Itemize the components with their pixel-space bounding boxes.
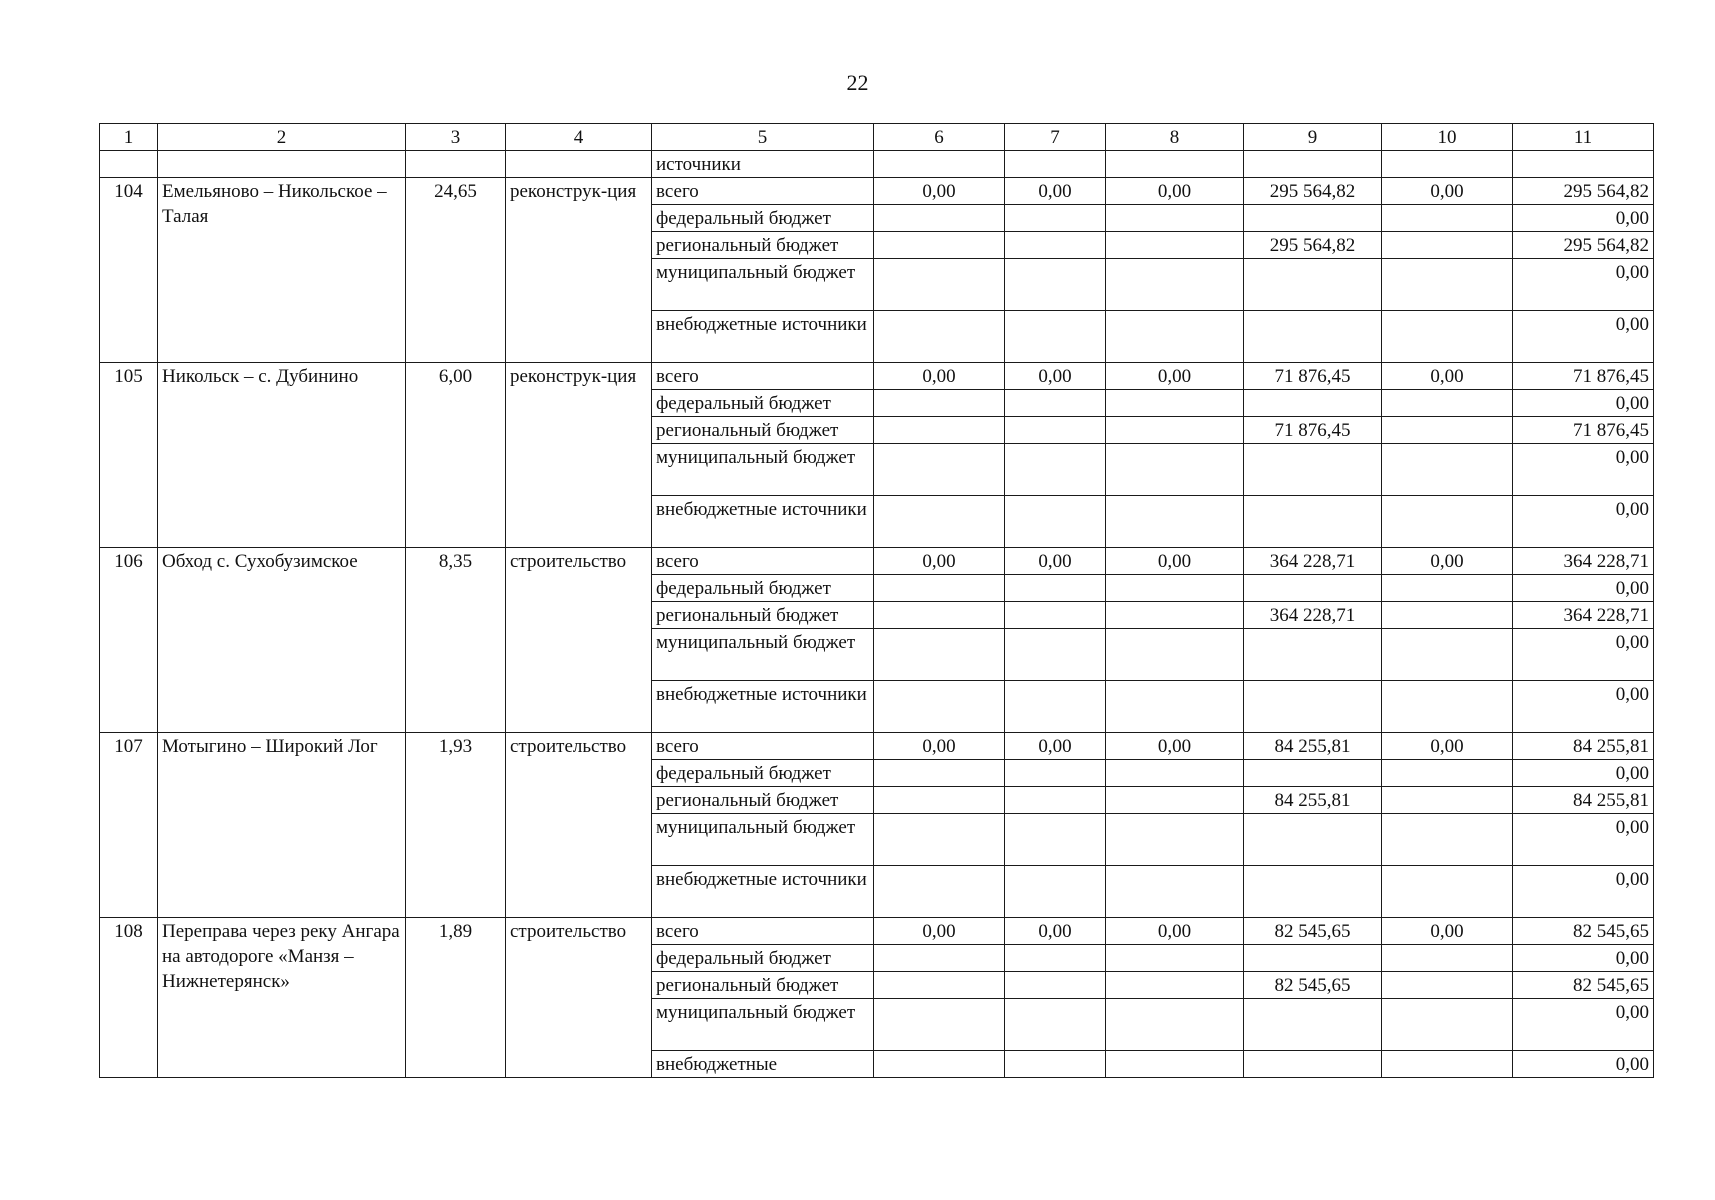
total-cell: 0,00 [1513, 814, 1654, 866]
total-cell: 0,00 [1513, 681, 1654, 733]
value-cell [1005, 787, 1106, 814]
source-label: всего [652, 548, 874, 575]
source-label: внебюджетные [652, 1051, 874, 1078]
value-cell [1244, 866, 1382, 918]
value-cell [1106, 602, 1244, 629]
source-label: муниципальный бюджет [652, 814, 874, 866]
value-cell: 0,00 [1106, 363, 1244, 390]
source-label: региональный бюджет [652, 972, 874, 999]
value-cell [1106, 390, 1244, 417]
value-cell: 0,00 [874, 918, 1005, 945]
value-cell [1106, 496, 1244, 548]
total-cell: 0,00 [1513, 999, 1654, 1051]
value-cell [874, 999, 1005, 1051]
table-row [100, 363, 1654, 390]
source-label: внебюджетные источники [652, 866, 874, 918]
value-cell [874, 629, 1005, 681]
object-name: Обход с. Сухобузимское [158, 548, 406, 733]
table-row [100, 733, 1654, 760]
table-row [100, 918, 1654, 945]
value-cell [1244, 1051, 1382, 1078]
value-cell [1106, 205, 1244, 232]
total-cell: 82 545,65 [1513, 918, 1654, 945]
value-cell [1382, 945, 1513, 972]
value-cell [1382, 972, 1513, 999]
value-cell [1382, 205, 1513, 232]
value-cell [1106, 629, 1244, 681]
value-cell [1244, 945, 1382, 972]
value-cell [1106, 945, 1244, 972]
value-cell: 0,00 [1382, 178, 1513, 205]
value-cell [1005, 945, 1106, 972]
value-cell [1106, 866, 1244, 918]
value-cell [874, 232, 1005, 259]
value-cell [874, 787, 1005, 814]
work-type: реконструк-ция [506, 178, 652, 363]
total-cell: 0,00 [1513, 629, 1654, 681]
value-cell [1106, 760, 1244, 787]
value-cell [1005, 444, 1106, 496]
value-cell [1005, 259, 1106, 311]
value-cell [874, 444, 1005, 496]
value-cell [1005, 814, 1106, 866]
value-cell [1106, 259, 1244, 311]
value-cell [1382, 444, 1513, 496]
value-cell: 0,00 [1106, 548, 1244, 575]
value-cell [1005, 417, 1106, 444]
source-label: муниципальный бюджет [652, 259, 874, 311]
object-length: 24,65 [406, 178, 506, 363]
value-cell [1382, 311, 1513, 363]
value-cell [1382, 760, 1513, 787]
value-cell [874, 602, 1005, 629]
value-cell [1106, 575, 1244, 602]
object-length: 8,35 [406, 548, 506, 733]
value-cell: 0,00 [1106, 178, 1244, 205]
source-label: внебюджетные источники [652, 496, 874, 548]
value-cell [1382, 575, 1513, 602]
total-cell: 0,00 [1513, 866, 1654, 918]
road-funding-table [99, 123, 1654, 1078]
value-cell [1106, 1051, 1244, 1078]
column-number: 10 [1382, 124, 1513, 151]
value-cell: 82 545,65 [1244, 918, 1382, 945]
value-cell: 0,00 [1005, 733, 1106, 760]
value-cell [1382, 814, 1513, 866]
column-number: 9 [1244, 124, 1382, 151]
total-cell: 0,00 [1513, 575, 1654, 602]
value-cell [874, 1051, 1005, 1078]
column-number: 4 [506, 124, 652, 151]
source-label: федеральный бюджет [652, 760, 874, 787]
value-cell: 0,00 [1382, 363, 1513, 390]
object-number: 108 [100, 918, 158, 1078]
value-cell [1106, 444, 1244, 496]
value-cell [1244, 760, 1382, 787]
source-label: всего [652, 178, 874, 205]
value-cell [1005, 681, 1106, 733]
source-label: всего [652, 918, 874, 945]
value-cell [1005, 205, 1106, 232]
value-cell [1244, 311, 1382, 363]
value-cell [874, 496, 1005, 548]
value-cell [1382, 629, 1513, 681]
object-name: Никольск – с. Дубинино [158, 363, 406, 548]
value-cell [1005, 999, 1106, 1051]
total-cell: 0,00 [1513, 1051, 1654, 1078]
value-cell [1244, 390, 1382, 417]
value-cell [1382, 496, 1513, 548]
total-cell: 0,00 [1513, 496, 1654, 548]
value-cell [1106, 814, 1244, 866]
source-label: всего [652, 363, 874, 390]
total-cell: 84 255,81 [1513, 733, 1654, 760]
value-cell [1382, 602, 1513, 629]
source-label: региональный бюджет [652, 417, 874, 444]
value-cell [1005, 575, 1106, 602]
object-length: 6,00 [406, 363, 506, 548]
total-cell: 84 255,81 [1513, 787, 1654, 814]
value-cell: 71 876,45 [1244, 417, 1382, 444]
value-cell [1005, 1051, 1106, 1078]
column-number: 2 [158, 124, 406, 151]
value-cell [1106, 311, 1244, 363]
value-cell [1244, 681, 1382, 733]
value-cell [1005, 866, 1106, 918]
value-cell: 84 255,81 [1244, 733, 1382, 760]
value-cell: 0,00 [1382, 548, 1513, 575]
total-cell: 295 564,82 [1513, 178, 1654, 205]
value-cell: 295 564,82 [1244, 178, 1382, 205]
value-cell: 364 228,71 [1244, 548, 1382, 575]
value-cell: 71 876,45 [1244, 363, 1382, 390]
value-cell: 0,00 [874, 363, 1005, 390]
object-number: 107 [100, 733, 158, 918]
column-number: 8 [1106, 124, 1244, 151]
source-label: федеральный бюджет [652, 390, 874, 417]
value-cell: 0,00 [1005, 363, 1106, 390]
value-cell [874, 814, 1005, 866]
total-cell: 71 876,45 [1513, 363, 1654, 390]
value-cell: 0,00 [1005, 918, 1106, 945]
object-number: 106 [100, 548, 158, 733]
value-cell [1244, 205, 1382, 232]
source-label: муниципальный бюджет [652, 999, 874, 1051]
value-cell [1382, 417, 1513, 444]
value-cell [874, 390, 1005, 417]
value-cell [1382, 1051, 1513, 1078]
value-cell [1106, 417, 1244, 444]
value-cell [1005, 496, 1106, 548]
value-cell [1382, 999, 1513, 1051]
value-cell [1106, 972, 1244, 999]
column-number: 7 [1005, 124, 1106, 151]
column-number: 3 [406, 124, 506, 151]
value-cell [874, 866, 1005, 918]
table-row [100, 178, 1654, 205]
object-number: 105 [100, 363, 158, 548]
value-cell [874, 311, 1005, 363]
value-cell: 0,00 [874, 733, 1005, 760]
value-cell [874, 760, 1005, 787]
value-cell: 0,00 [1005, 548, 1106, 575]
source-label: федеральный бюджет [652, 205, 874, 232]
value-cell [1244, 575, 1382, 602]
source-label: федеральный бюджет [652, 945, 874, 972]
total-cell: 295 564,82 [1513, 232, 1654, 259]
object-length: 1,93 [406, 733, 506, 918]
value-cell: 0,00 [1005, 178, 1106, 205]
column-number: 5 [652, 124, 874, 151]
value-cell [874, 972, 1005, 999]
value-cell [1382, 390, 1513, 417]
work-type: строительство [506, 918, 652, 1078]
total-cell: 0,00 [1513, 259, 1654, 311]
source-label: региональный бюджет [652, 787, 874, 814]
value-cell [1382, 259, 1513, 311]
source-label: источники [652, 151, 874, 178]
value-cell: 84 255,81 [1244, 787, 1382, 814]
value-cell [1005, 311, 1106, 363]
value-cell [1244, 629, 1382, 681]
source-label: всего [652, 733, 874, 760]
value-cell [1005, 232, 1106, 259]
value-cell [1005, 760, 1106, 787]
object-name: Мотыгино – Широкий Лог [158, 733, 406, 918]
value-cell [1005, 629, 1106, 681]
total-cell: 0,00 [1513, 760, 1654, 787]
value-cell [1106, 681, 1244, 733]
value-cell: 0,00 [874, 178, 1005, 205]
value-cell [874, 945, 1005, 972]
value-cell [1382, 866, 1513, 918]
object-name: Емельяново – Никольское – Талая [158, 178, 406, 363]
object-number: 104 [100, 178, 158, 363]
continued-row [100, 151, 1654, 178]
total-cell: 0,00 [1513, 390, 1654, 417]
value-cell: 0,00 [1106, 733, 1244, 760]
value-cell [1005, 390, 1106, 417]
value-cell: 364 228,71 [1244, 602, 1382, 629]
value-cell [1382, 232, 1513, 259]
value-cell [1382, 787, 1513, 814]
value-cell: 0,00 [1382, 918, 1513, 945]
column-number: 1 [100, 124, 158, 151]
value-cell [1244, 814, 1382, 866]
value-cell [874, 205, 1005, 232]
value-cell [1106, 999, 1244, 1051]
value-cell [874, 259, 1005, 311]
page-number: 22 [846, 70, 869, 95]
total-cell: 0,00 [1513, 945, 1654, 972]
source-label: региональный бюджет [652, 602, 874, 629]
value-cell [1005, 602, 1106, 629]
value-cell [1244, 444, 1382, 496]
source-label: региональный бюджет [652, 232, 874, 259]
object-name: Переправа через реку Ангара на автодороге «Манзя – Нижнетерянск» [158, 918, 406, 1078]
total-cell: 82 545,65 [1513, 972, 1654, 999]
value-cell [1244, 259, 1382, 311]
source-label: внебюджетные источники [652, 311, 874, 363]
value-cell: 0,00 [1106, 918, 1244, 945]
value-cell [874, 575, 1005, 602]
table-row [100, 548, 1654, 575]
total-cell: 364 228,71 [1513, 602, 1654, 629]
value-cell [1244, 999, 1382, 1051]
total-cell: 0,00 [1513, 205, 1654, 232]
source-label: муниципальный бюджет [652, 444, 874, 496]
column-number: 6 [874, 124, 1005, 151]
source-label: федеральный бюджет [652, 575, 874, 602]
value-cell [1005, 972, 1106, 999]
work-type: строительство [506, 548, 652, 733]
value-cell [874, 417, 1005, 444]
value-cell [1244, 496, 1382, 548]
value-cell: 0,00 [1382, 733, 1513, 760]
column-number-row [100, 124, 1654, 151]
object-length: 1,89 [406, 918, 506, 1078]
value-cell [1106, 787, 1244, 814]
total-cell: 0,00 [1513, 444, 1654, 496]
value-cell [1106, 232, 1244, 259]
value-cell [874, 681, 1005, 733]
source-label: внебюджетные источники [652, 681, 874, 733]
value-cell: 82 545,65 [1244, 972, 1382, 999]
work-type: строительство [506, 733, 652, 918]
column-number: 11 [1513, 124, 1654, 151]
total-cell: 0,00 [1513, 311, 1654, 363]
total-cell: 71 876,45 [1513, 417, 1654, 444]
source-label: муниципальный бюджет [652, 629, 874, 681]
value-cell: 0,00 [874, 548, 1005, 575]
value-cell: 295 564,82 [1244, 232, 1382, 259]
work-type: реконструк-ция [506, 363, 652, 548]
value-cell [1382, 681, 1513, 733]
total-cell: 364 228,71 [1513, 548, 1654, 575]
